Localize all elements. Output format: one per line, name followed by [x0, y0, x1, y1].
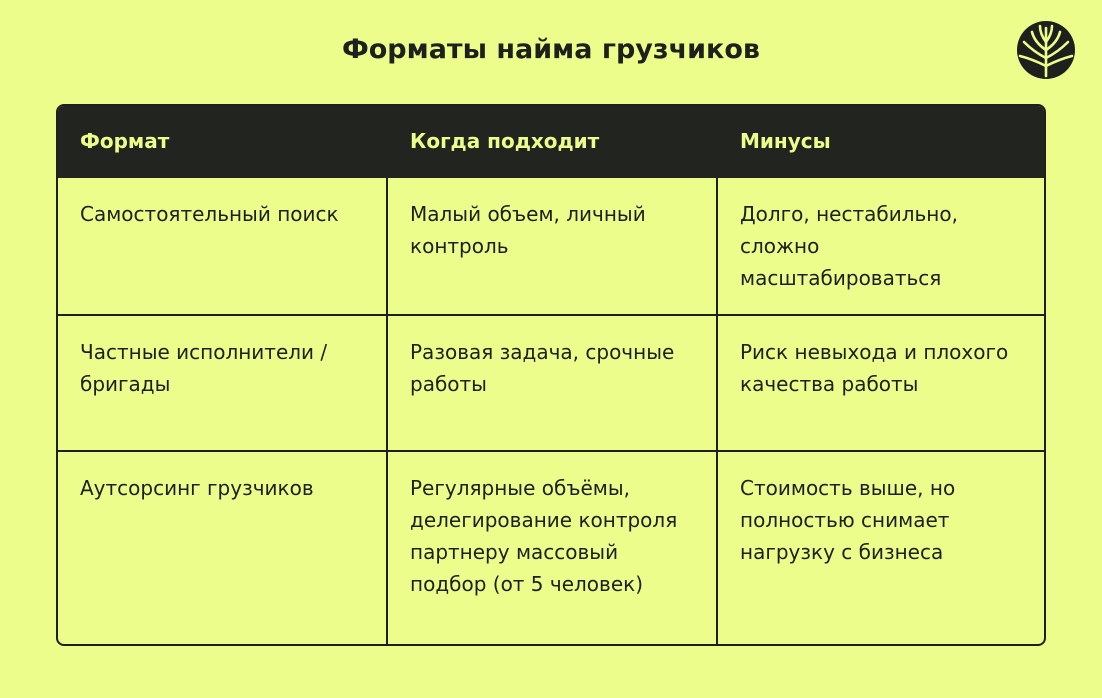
table-cell-when-suitable: Разовая задача, срочные работы — [388, 316, 718, 450]
hiring-formats-table — [56, 104, 1046, 646]
table-cell-cons: Риск невыхода и плохого качества работы — [740, 340, 1009, 396]
table-row — [58, 178, 1044, 314]
table-cell-format: Частные исполнители / бригады — [58, 316, 388, 450]
table-cell-format: Самостоятельный поиск — [58, 178, 388, 314]
table-cell-cons: Стоимость выше, но полностью снимает нагрузку с бизнеса — [740, 476, 956, 564]
table-row — [58, 450, 1044, 646]
table-row — [58, 314, 1044, 450]
header-cons: Минусы — [740, 129, 831, 153]
table-header — [58, 106, 1044, 178]
page-title: Форматы найма грузчиков — [341, 34, 761, 65]
table-cell-format: Аутсорсинг грузчиков — [58, 452, 388, 646]
header-format: Формат — [80, 129, 170, 153]
table-cell-when-suitable: Регулярные объёмы, делегирование контроля партнеру массовый подбор (от 5 человек) — [388, 452, 718, 646]
table-cell-when-suitable: Малый объем, личный контроль — [388, 178, 718, 314]
tree-logo-icon — [1016, 18, 1076, 82]
table-cell-cons: Долго, нестабильно, сложно масштабироваться — [740, 202, 958, 290]
header-when-suitable: Когда подходит — [410, 129, 600, 153]
